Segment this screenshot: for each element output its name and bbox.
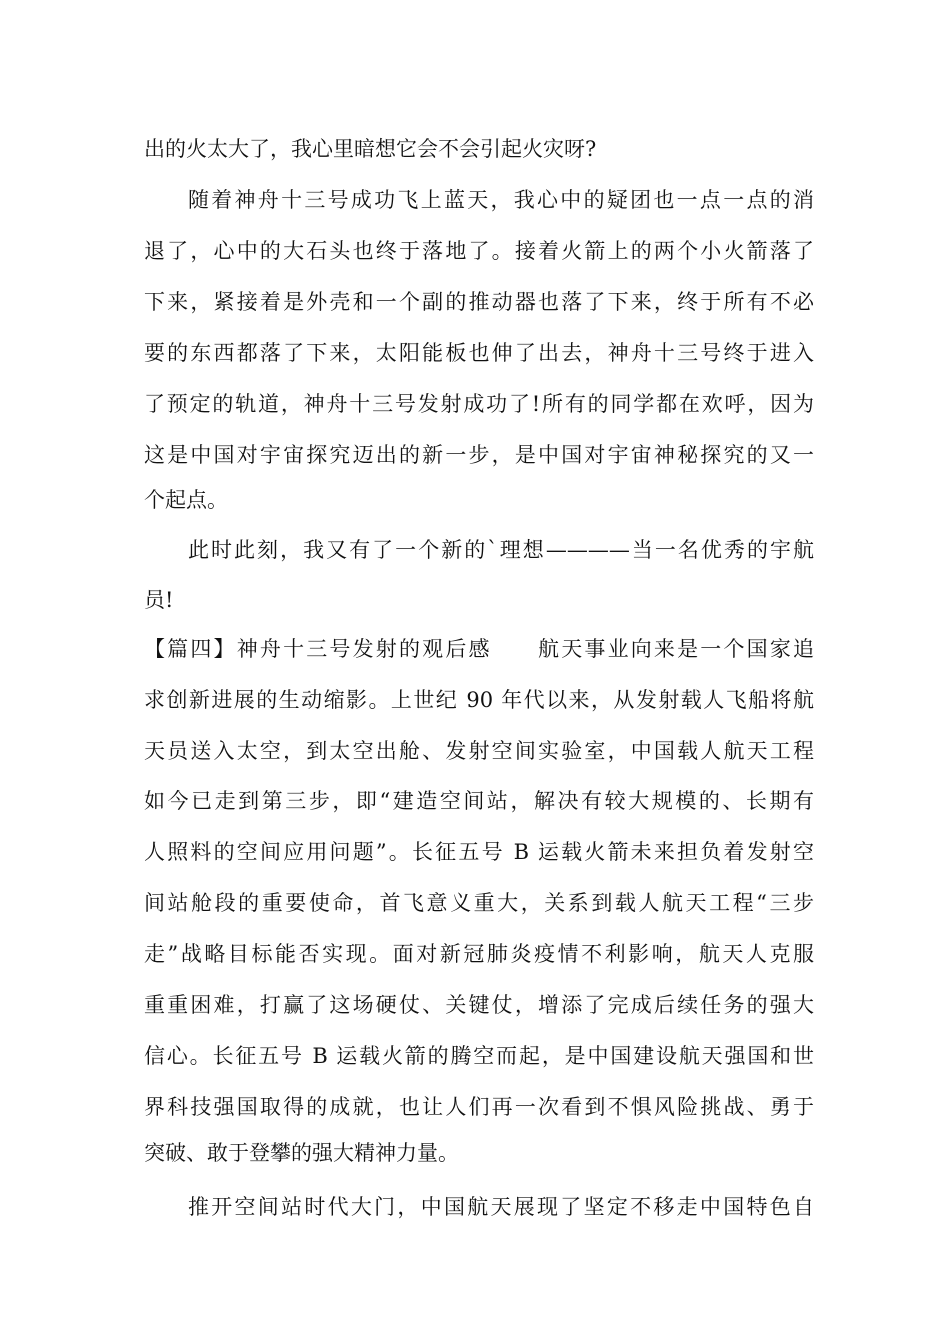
text-line-2: 随着神舟十三号成功飞上蓝天，我心中的疑团也一点一点的消 bbox=[188, 188, 814, 212]
text-line-18: 重重困难，打赢了这场硬仗、关键仗，增添了完成后续任务的强大 bbox=[144, 993, 814, 1017]
text-line-15: 人照料的空间应用问题”。长征五号 B 运载火箭未来担负着发射空 bbox=[144, 840, 814, 864]
text-line-6: 了预定的轨道，神舟十三号发射成功了!所有的同学都在欢呼，因为 bbox=[144, 392, 814, 416]
text-line-14: 如今已走到第三步，即“建造空间站，解决有较大规模的、长期有 bbox=[144, 789, 814, 813]
text-line-22: 推开空间站时代大门，中国航天展现了坚定不移走中国特色自 bbox=[188, 1195, 814, 1219]
text-line-4: 下来，紧接着是外壳和一个副的推动器也落了下来，终于所有不必 bbox=[144, 290, 814, 314]
text-line-13: 天员送入太空，到太空出舱、发射空间实验室，中国载人航天工程 bbox=[144, 739, 814, 763]
text-line-1: 出的火太大了，我心里暗想它会不会引起火灾呀? bbox=[144, 137, 597, 161]
text-line-10: 员! bbox=[144, 588, 174, 612]
text-line-8: 个起点。 bbox=[144, 488, 228, 512]
section-heading-line: 【篇四】神舟十三号发射的观后感 航天事业向来是一个国家追 bbox=[144, 637, 814, 661]
text-line-5: 要的东西都落了下来，太阳能板也伸了出去，神舟十三号终于进入 bbox=[144, 341, 814, 365]
text-line-9: 此时此刻，我又有了一个新的`理想————当一名优秀的宇航 bbox=[188, 538, 814, 562]
text-line-17: 走”战略目标能否实现。面对新冠肺炎疫情不利影响，航天人克服 bbox=[144, 942, 814, 966]
text-line-12: 求创新进展的生动缩影。上世纪 90 年代以来，从发射载人飞船将航 bbox=[144, 688, 814, 712]
text-line-16: 间站舱段的重要使命，首飞意义重大，关系到载人航天工程“三步 bbox=[144, 891, 814, 915]
text-line-19: 信心。长征五号 B 运载火箭的腾空而起，是中国建设航天强国和世 bbox=[144, 1044, 814, 1068]
text-line-7: 这是中国对宇宙探究迈出的新一步，是中国对宇宙神秘探究的又一 bbox=[144, 443, 814, 467]
text-line-20: 界科技强国取得的成就，也让人们再一次看到不惧风险挑战、勇于 bbox=[144, 1095, 814, 1119]
text-line-21: 突破、敢于登攀的强大精神力量。 bbox=[144, 1141, 459, 1165]
text-line-3: 退了，心中的大石头也终于落地了。接着火箭上的两个小火箭落了 bbox=[144, 239, 814, 263]
